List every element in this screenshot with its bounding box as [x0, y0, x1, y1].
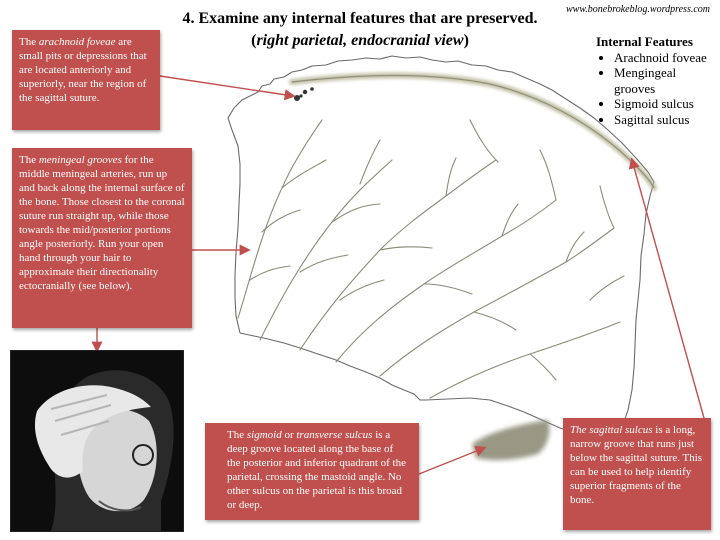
feature-item: • Sigmoid sulcus — [614, 96, 720, 112]
arachnoid-foveae-callout: The arachnoid foveae are small pits or depressions that are located anteriorly and superiorly, near the region of the sagittal suture. — [12, 30, 160, 130]
arrow-sagittal — [632, 160, 704, 418]
sigmoid-sulcus-callout: The sigmoid or transverse sulcus is a deep groove located along the base of the posterior and inferior quadrant of the parietal, crossing the mastoid angle. No other sulcus on the parietal is this broad or deep. — [205, 423, 419, 520]
sagittal-sulcus-callout: The sagittal sulcus is a long, narrow groove that runs just below the sagittal suture. This can be used to help identify superior fragments of the bone. — [563, 418, 711, 530]
source-url: www.bonebrokeblog.wordpress.com — [566, 4, 710, 15]
arachnoid-foveae-pits — [294, 87, 314, 101]
arrow-arachnoid — [160, 76, 293, 96]
title-line-2: (right parietal, endocranial view) — [251, 32, 469, 49]
feature-item: • Sagittal sulcus — [614, 112, 720, 128]
features-list — [596, 34, 720, 127]
page-title — [150, 8, 570, 52]
parietal-bone-outline — [228, 56, 654, 448]
meningeal-grooves — [238, 120, 624, 398]
sigmoid-sulcus-patch — [472, 420, 550, 460]
features-heading: Internal Features — [596, 34, 693, 49]
title-line-1: 4. Examine any internal features that are preserved. — [182, 10, 538, 27]
meningeal-grooves-callout: The meningeal grooves for the middle meningeal arteries, run up and back along the internal surface of the bone. Those closest to the coronal suture run straight up, while those towards the mid/posterior portions angle posteriorly. Run your open hand through your hair to approximate their directionality ectocranially (see below). — [12, 148, 192, 328]
photo-illustration — [11, 351, 183, 531]
arrow-sigmoid — [419, 448, 484, 474]
feature-item: • Arachnoid foveae — [614, 50, 720, 66]
hand-through-hair-photo — [10, 350, 184, 532]
feature-item: • Mengingeal grooves — [614, 65, 720, 96]
